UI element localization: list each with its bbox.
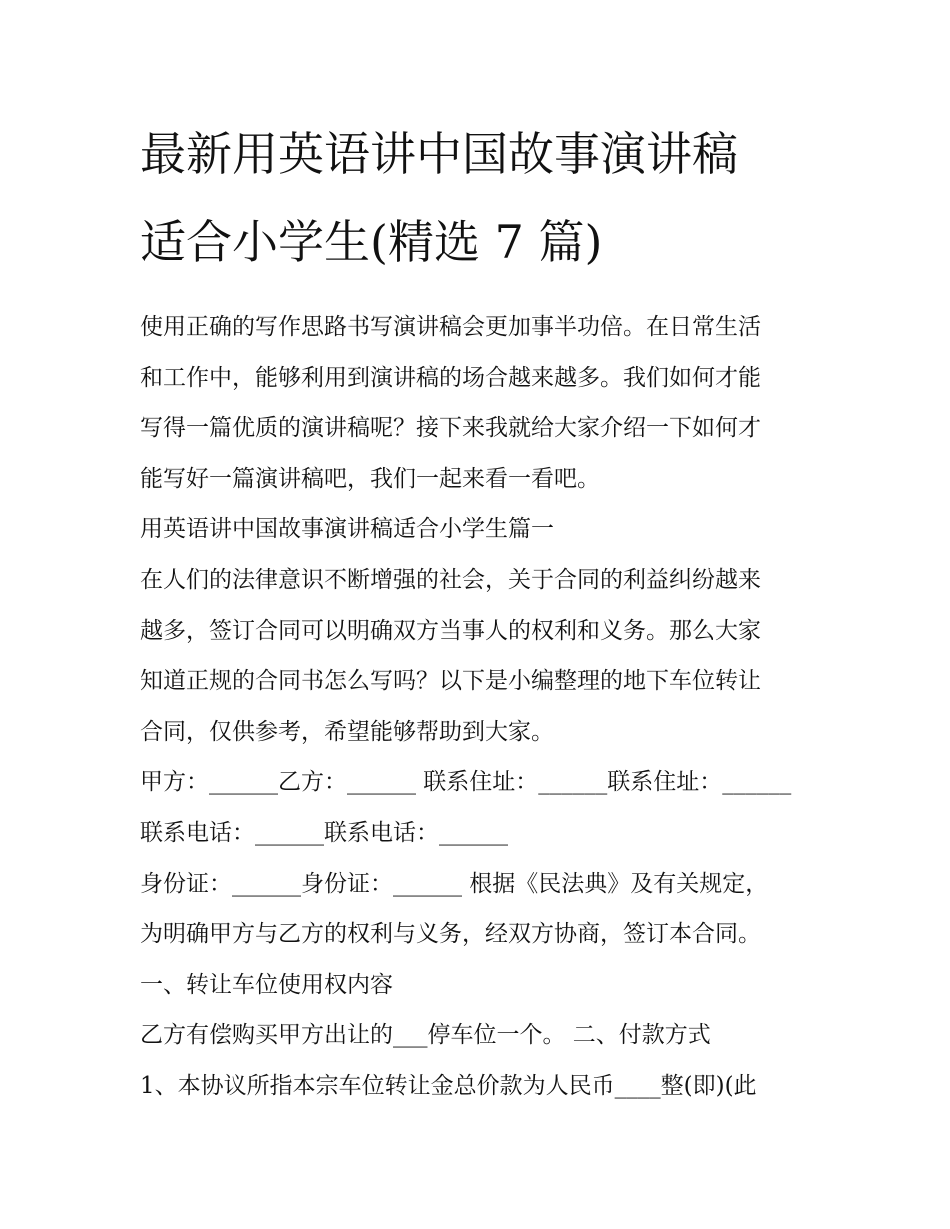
body-line: 为明确甲方与乙方的权利与义务，经双方协商，签订本合同。 xyxy=(140,921,761,948)
body-line: 写得一篇优质的演讲稿呢？接下来我就给大家介绍一下如何才 xyxy=(140,415,761,442)
body-line: 越多，签订合同可以明确双方当事人的权利和义务。那么大家 xyxy=(140,617,761,644)
body-line: 1、本协议所指本宗车位转让金总价款为人民币____整(即)(此 xyxy=(140,1072,757,1099)
id-card-line: 身份证：______身份证：______ 根据《民法典》及有关规定， xyxy=(140,870,769,897)
body-line: 使用正确的写作思路书写演讲稿会更加事半功倍。在日常生活 xyxy=(140,314,761,340)
document-body xyxy=(140,302,820,1112)
phone-line: 联系电话：______联系电话：______ xyxy=(140,819,508,846)
body-line: 和工作中，能够利用到演讲稿的场合越来越多。我们如何才能 xyxy=(140,364,761,391)
body-line: 知道正规的合同书怎么写吗？以下是小编整理的地下车位转让 xyxy=(140,668,761,695)
body-line: 乙方有偿购买甲方出让的___停车位一个。 二、付款方式 xyxy=(140,1022,711,1049)
party-address-line: 甲方：______乙方：______ 联系住址：______联系住址：______ xyxy=(140,769,792,796)
document-title xyxy=(140,110,820,286)
body-line: 合同，仅供参考，希望能够帮助到大家。 xyxy=(140,718,554,745)
body-line: 能写好一篇演讲稿吧，我们一起来看一看吧。 xyxy=(140,465,600,492)
document-page xyxy=(140,110,820,1112)
body-line: 在人们的法律意识不断增强的社会，关于合同的利益纠纷越来 xyxy=(140,566,761,593)
title-line-2: 适合小学生(精选 7 篇) xyxy=(140,215,603,269)
clause-heading: 一、转让车位使用权内容 xyxy=(140,971,393,998)
title-line-1: 最新用英语讲中国故事演讲稿 xyxy=(140,127,738,181)
section-heading: 用英语讲中国故事演讲稿适合小学生篇一 xyxy=(140,516,554,543)
